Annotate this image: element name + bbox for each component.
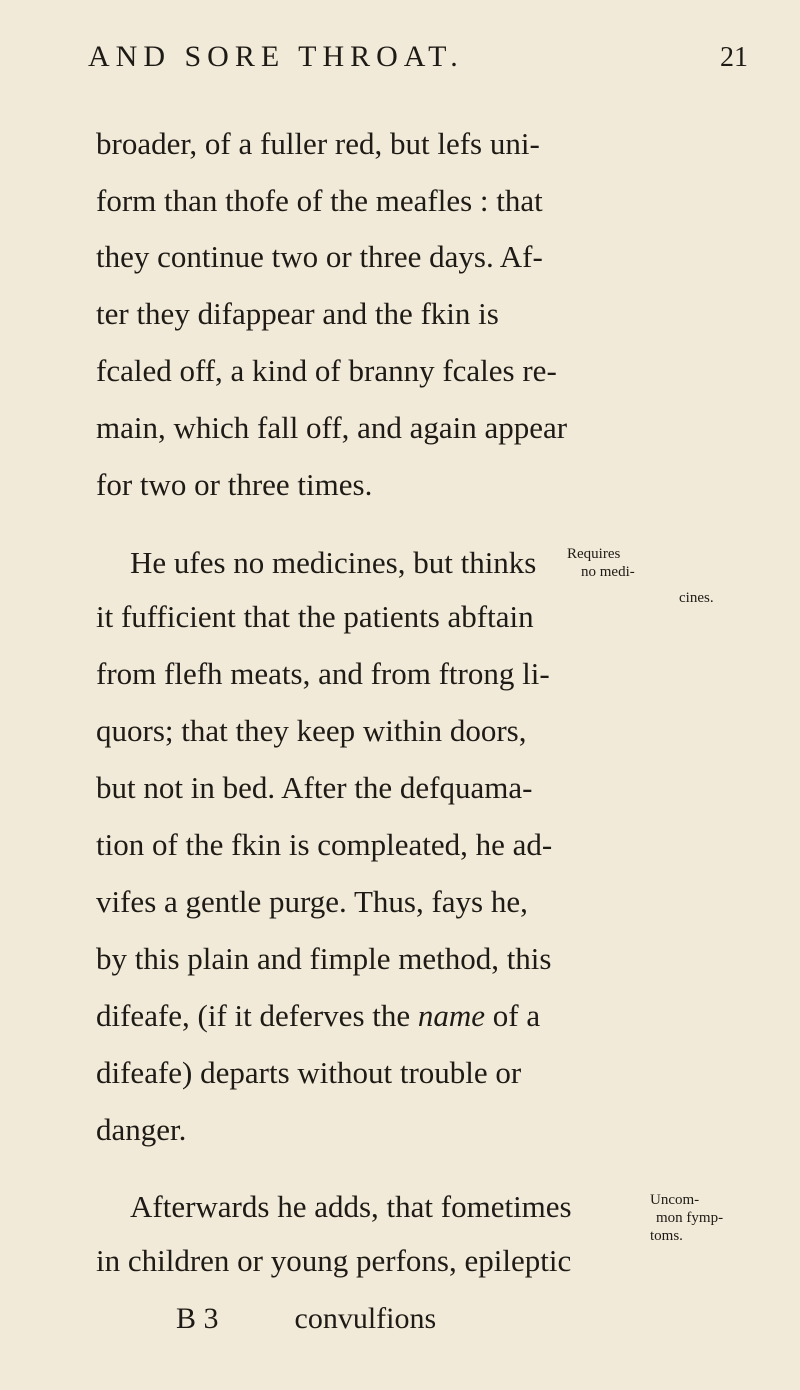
text-line: vifes a gentle purge. Thus, fays he, [96,884,528,919]
text-line: quors; that they keep within doors, [96,713,527,748]
margin-note-requires [567,545,714,606]
text-line [96,996,540,1036]
margin-note-line: cines. [679,590,714,606]
margin-note-line: no medi- [581,564,635,580]
italic-word: name [417,998,486,1033]
text-line: in children or young perfons, epileptic [96,1243,572,1278]
page-number: 21 [720,42,748,73]
text-line: but not in bed. After the defquama- [96,770,533,805]
text-line: form than thofe of the meafles : that [96,183,543,218]
catchword: convulfions [294,1302,437,1335]
signature-mark: B 3 [176,1302,219,1335]
margin-note-line: Requires [567,546,621,562]
paragraph-start: Afterwards he adds, that fometimes [130,1189,572,1224]
margin-note-line: Uncom- [650,1192,700,1208]
text-line: difeafe) departs without trouble or [96,1055,522,1090]
text-line: fcaled off, a kind of branny fcales re- [96,353,557,388]
text-line: main, which fall off, and again appear [96,410,568,445]
paragraph-start: He ufes no medicines, but thinks [130,545,537,580]
line-text: difeafe, (if it deferves the [96,998,418,1033]
running-head: AND SORE THROAT. [88,40,464,73]
page-header [78,40,748,90]
signature-line [176,1302,436,1336]
text-line: they continue two or three days. Af- [96,239,543,274]
text-line: it fufficient that the patients abftain [96,599,534,634]
margin-note-line: toms. [650,1228,683,1244]
text-line: for two or three times. [96,467,373,502]
margin-note-uncommon [650,1191,723,1245]
text-line: broader, of a fuller red, but lefs uni- [96,126,540,161]
text-line: from flefh meats, and from ftrong li- [96,656,550,691]
line-text: of a [485,998,541,1033]
text-line: ter they difappear and the fkin is [96,296,499,331]
text-line: tion of the fkin is compleated, he ad- [96,827,553,862]
text-line: by this plain and fimple method, this [96,941,552,976]
margin-note-line: mon fymp- [656,1210,724,1226]
text-line: danger. [96,1112,187,1147]
